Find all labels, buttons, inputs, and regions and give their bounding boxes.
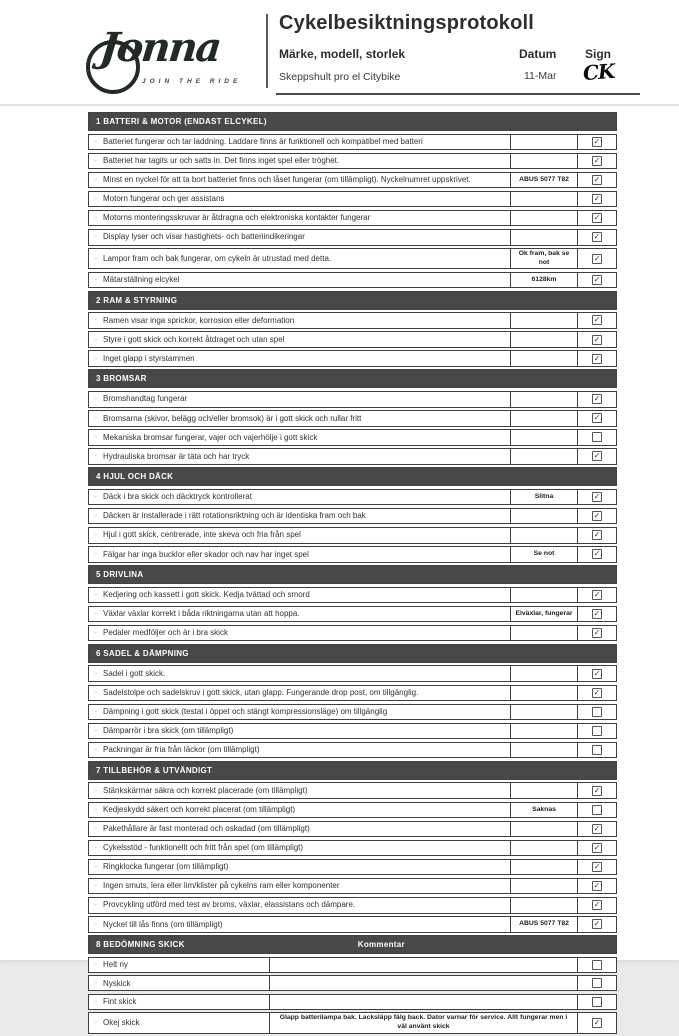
item-text: Mätarställning elcykel xyxy=(103,275,180,285)
checkbox-checked-icon[interactable]: ✓ xyxy=(593,136,601,146)
item-text: Nyckel till lås finns (om tillämpligt) xyxy=(103,919,223,929)
item-note xyxy=(510,332,577,347)
bullet-icon: · xyxy=(94,609,98,619)
checklist-row xyxy=(88,897,617,914)
bullet-icon: · xyxy=(94,589,98,599)
page-divider xyxy=(0,104,679,106)
item-note xyxy=(510,783,577,798)
checkbox-checked-icon[interactable]: ✓ xyxy=(593,668,601,678)
checklist-row xyxy=(88,508,617,525)
item-text: Lampor fram och bak fungerar, om cykeln är utrustad med detta. xyxy=(103,253,332,263)
date-value: 11-Mar xyxy=(524,70,557,82)
checklist-row xyxy=(88,229,617,246)
section-header xyxy=(88,369,617,388)
item-note xyxy=(510,528,577,543)
checkbox-cell xyxy=(577,449,616,464)
checkbox-cell xyxy=(577,588,616,603)
checklist-row xyxy=(88,742,617,759)
bullet-icon: · xyxy=(94,334,98,344)
item-note xyxy=(510,192,577,207)
checkbox-cell xyxy=(577,173,616,188)
checkbox-checked-icon[interactable]: ✓ xyxy=(593,194,601,204)
item-text: Växlar växlar korrekt i båda riktningarna utan att hoppa. xyxy=(103,609,300,619)
item-note xyxy=(510,135,577,150)
checkbox-cell xyxy=(577,879,616,894)
bullet-icon: · xyxy=(94,492,98,502)
checkbox-cell xyxy=(577,743,616,758)
checkbox-checked-icon[interactable]: ✓ xyxy=(593,1017,601,1027)
checkbox-checked-icon[interactable]: ✓ xyxy=(593,900,601,910)
header xyxy=(0,0,679,106)
checkbox-checked-icon[interactable]: ✓ xyxy=(593,823,601,833)
bullet-icon: · xyxy=(94,232,98,242)
checklist-row xyxy=(88,821,617,838)
bullet-icon: · xyxy=(94,253,98,263)
item-text: Minst en nyckel för att ta bort batteriet finns och låset fungerar (om tillämpligt). Nyckelnumret uppskrivet. xyxy=(103,175,471,185)
item-note: Se not xyxy=(510,547,577,562)
bullet-icon: · xyxy=(94,628,98,638)
assessment-label: Helt ny xyxy=(103,960,128,970)
section-title: 2 RAM & STYRNING xyxy=(96,295,178,305)
checklist-row xyxy=(88,782,617,799)
checkbox-cell xyxy=(577,860,616,875)
bullet-icon: · xyxy=(94,996,98,1006)
item-text: Pakethållare är fast monterad och oskadad (om tillämpligt) xyxy=(103,824,310,834)
bullet-icon: · xyxy=(94,842,98,852)
item-text: Batteriet har tagits ur och satts in. Det finns inget spel eller tröghet. xyxy=(103,156,340,166)
checkbox-checked-icon[interactable]: ✓ xyxy=(593,451,601,461)
item-text: Sadelstolpe och sadelskruv i gott skick, utan glapp. Fungerande drop post, om tillgänglig. xyxy=(103,688,419,698)
checklist-row xyxy=(88,625,617,642)
checkbox-cell xyxy=(577,509,616,524)
item-text: Motorn fungerar och ger assistans xyxy=(103,194,225,204)
checklist-row xyxy=(88,391,617,408)
bullet-icon: · xyxy=(94,687,98,697)
assessment-comment xyxy=(269,976,577,990)
bullet-icon: · xyxy=(94,274,98,284)
checklist-row xyxy=(88,134,617,151)
checklist-row xyxy=(88,272,617,289)
checklist-row xyxy=(88,350,617,367)
checkbox-cell xyxy=(577,976,616,990)
bullet-icon: · xyxy=(94,726,98,736)
section-header xyxy=(88,112,617,131)
checklist-row xyxy=(88,587,617,604)
checklist-row xyxy=(88,210,617,227)
checklist-row xyxy=(88,546,617,563)
checkbox-unchecked-icon[interactable] xyxy=(592,745,602,755)
checkbox-cell xyxy=(577,917,616,932)
bullet-icon: · xyxy=(94,432,98,442)
item-text: Kedjering och kassett i gott skick. Kedja tvättad och smord xyxy=(103,590,310,600)
item-text: Mekaniska bromsar fungerar, vajer och vajerhölje i gott skick xyxy=(103,432,318,442)
bullet-icon: · xyxy=(94,213,98,223)
checkbox-checked-icon[interactable]: ✓ xyxy=(593,334,601,344)
checkbox-checked-icon[interactable]: ✓ xyxy=(593,174,601,184)
checkbox-cell xyxy=(577,154,616,169)
assessment-label: Okej skick xyxy=(103,1018,140,1028)
item-note xyxy=(510,449,577,464)
checkbox-checked-icon[interactable]: ✓ xyxy=(593,549,601,559)
bullet-icon: · xyxy=(94,862,98,872)
checklist-row xyxy=(88,153,617,170)
checkbox-checked-icon[interactable]: ✓ xyxy=(593,253,601,263)
checkbox-cell xyxy=(577,958,616,972)
checkbox-checked-icon[interactable]: ✓ xyxy=(593,881,601,891)
checkbox-cell xyxy=(577,411,616,426)
item-note xyxy=(510,230,577,245)
checklist-row xyxy=(88,957,617,973)
checkbox-checked-icon[interactable]: ✓ xyxy=(593,274,601,284)
checkbox-checked-icon[interactable]: ✓ xyxy=(593,511,601,521)
checkbox-checked-icon[interactable]: ✓ xyxy=(593,155,601,165)
checklist-row xyxy=(88,191,617,208)
item-note xyxy=(510,879,577,894)
section-title: 3 BROMSAR xyxy=(96,374,147,384)
bullet-icon: · xyxy=(94,353,98,363)
checkbox-checked-icon[interactable]: ✓ xyxy=(593,394,601,404)
assessment-comment: Glapp batterilampa bak. Lacksläpp fälg back. Dator varnar för service. Allt fungerar men i väl använt skick xyxy=(269,1013,577,1033)
checkbox-unchecked-icon[interactable] xyxy=(592,707,602,717)
checkbox-checked-icon[interactable]: ✓ xyxy=(593,530,601,540)
logo-wordmark: Jonna xyxy=(97,24,223,71)
item-note xyxy=(510,626,577,641)
checklist-row xyxy=(88,878,617,895)
item-note xyxy=(510,724,577,739)
checkbox-cell xyxy=(577,547,616,562)
checklist-row xyxy=(88,489,617,506)
item-note: 6128km xyxy=(510,273,577,288)
bullet-icon: · xyxy=(94,394,98,404)
checkbox-checked-icon[interactable]: ✓ xyxy=(593,213,601,223)
item-text: Ramen visar inga sprickor, korrosion eller deformation xyxy=(103,315,295,325)
section-title: 7 TILLBEHÖR & UTVÄNDIGT xyxy=(96,765,213,775)
item-note: ABUS 5077 T82 xyxy=(510,173,577,188)
checkbox-cell xyxy=(577,841,616,856)
checkbox-cell xyxy=(577,607,616,622)
section-header xyxy=(88,644,617,663)
item-note xyxy=(510,411,577,426)
checkbox-cell xyxy=(577,724,616,739)
item-note xyxy=(510,822,577,837)
checklist-row xyxy=(88,448,617,465)
item-text: Batteriet fungerar och tar laddning. Laddare finns är funktionell och kompatibel med batteri xyxy=(103,137,423,146)
checklist-row xyxy=(88,606,617,623)
checkbox-checked-icon[interactable]: ✓ xyxy=(593,492,601,502)
checklist-row xyxy=(88,410,617,427)
item-text: Däck i bra skick och däcktryck kontrollerat xyxy=(103,492,252,502)
item-note: Elväxlar, fungerar xyxy=(510,607,577,622)
checklist-row xyxy=(88,840,617,857)
checkbox-cell xyxy=(577,351,616,366)
bullet-icon: · xyxy=(94,174,98,184)
bullet-icon: · xyxy=(94,413,98,423)
checkbox-unchecked-icon[interactable] xyxy=(592,960,602,970)
item-note xyxy=(510,211,577,226)
checkbox-cell xyxy=(577,705,616,720)
bullet-icon: · xyxy=(94,785,98,795)
checklist-row xyxy=(88,312,617,329)
item-note xyxy=(510,392,577,407)
section-header xyxy=(88,565,617,584)
item-note xyxy=(510,743,577,758)
checklist-row xyxy=(88,859,617,876)
checkbox-checked-icon[interactable]: ✓ xyxy=(593,353,601,363)
item-text: Stänkskärmar säkra och korrekt placerade (om tillämpligt) xyxy=(103,785,308,795)
item-note xyxy=(510,588,577,603)
bullet-icon: · xyxy=(94,804,98,814)
checkbox-cell xyxy=(577,995,616,1009)
checklist-row xyxy=(88,916,617,933)
bullet-icon: · xyxy=(94,823,98,833)
item-note xyxy=(510,666,577,681)
checkbox-checked-icon[interactable]: ✓ xyxy=(593,589,601,599)
checkbox-cell xyxy=(577,192,616,207)
item-text: Dämpning i gott skick (testat i öppet och stängt kompressionsläge) om tillgänglig xyxy=(103,707,388,717)
checkbox-checked-icon[interactable]: ✓ xyxy=(593,785,601,795)
bullet-icon: · xyxy=(94,530,98,540)
checklist-row xyxy=(88,527,617,544)
checkbox-cell xyxy=(577,803,616,818)
item-note: Saknas xyxy=(510,803,577,818)
checkbox-unchecked-icon[interactable] xyxy=(592,978,602,988)
bullet-icon: · xyxy=(94,155,98,165)
bullet-icon: · xyxy=(94,511,98,521)
section-title: 1 BATTERI & MOTOR (ENDAST ELCYKEL) xyxy=(96,117,267,126)
item-text: Display lyser och visar hastighets- och batteriindikeringar xyxy=(103,232,305,242)
section-title: 8 BEDÖMNING SKICK xyxy=(96,940,185,950)
jonna-logo xyxy=(86,16,266,94)
checklist-row xyxy=(88,975,617,991)
item-text: Ingen smuts, lera eller lim/klister på cykelns ram eller komponenter xyxy=(103,881,340,891)
item-text: Däcken är installerade i rätt rotationsriktning och är identiska fram och bak xyxy=(103,511,366,521)
checklist-row xyxy=(88,665,617,682)
bullet-icon: · xyxy=(94,136,98,146)
bullet-icon: · xyxy=(94,900,98,910)
checkbox-checked-icon[interactable]: ✓ xyxy=(593,609,601,619)
item-text: Hjul i gott skick, centrerade, inte skeva och fria från spel xyxy=(103,530,301,540)
checkbox-cell xyxy=(577,626,616,641)
checkbox-cell xyxy=(577,249,616,268)
bike-field-label: Märke, modell, storlek xyxy=(279,47,406,61)
assessment-label: Fint skick xyxy=(103,997,137,1007)
bullet-icon: · xyxy=(94,668,98,678)
item-text: Bromsarna (skivor, belägg och/eller bromsok) är i gott skick och rullar fritt xyxy=(103,413,362,423)
item-text: Dämparrör i bra skick (om tillämpligt) xyxy=(103,726,234,736)
checkbox-unchecked-icon[interactable] xyxy=(592,805,602,815)
item-note xyxy=(510,430,577,445)
checklist-table xyxy=(88,112,617,1036)
bullet-icon: · xyxy=(94,959,98,969)
checklist-row xyxy=(88,429,617,446)
item-text: Kedjeskydd säkert och korrekt placerat (om tillämpligt) xyxy=(103,805,296,814)
item-text: Styre i gott skick och korrekt åtdraget och utan spel xyxy=(103,334,285,344)
item-text: Motorns monteringsskruvar är åtdragna och elektroniska kontakter fungerar xyxy=(103,213,371,223)
checkbox-cell xyxy=(577,273,616,288)
bike-field-value: Skeppshult pro el Citybike xyxy=(279,71,401,83)
item-text: Packningar är fria från läckor (om tillämpligt) xyxy=(103,745,260,755)
checkbox-cell xyxy=(577,686,616,701)
checkbox-cell xyxy=(577,135,616,150)
section-header xyxy=(88,761,617,780)
checklist-row xyxy=(88,1012,617,1034)
item-text: Hydrauliska bromsar är täta och har tryck xyxy=(103,451,250,461)
checkbox-cell xyxy=(577,211,616,226)
checkbox-unchecked-icon[interactable] xyxy=(592,997,602,1007)
checkbox-cell xyxy=(577,666,616,681)
checkbox-checked-icon[interactable]: ✓ xyxy=(593,687,601,697)
bullet-icon: · xyxy=(94,315,98,325)
item-text: Ringklocka fungerar (om tillämpligt) xyxy=(103,862,229,872)
checkbox-unchecked-icon[interactable] xyxy=(592,726,602,736)
section-title: 4 HJUL OCH DÄCK xyxy=(96,472,174,482)
item-note xyxy=(510,898,577,913)
comment-column-header: Kommentar xyxy=(357,940,405,950)
checklist-row xyxy=(88,994,617,1010)
item-text: Inget glapp i styrstammen xyxy=(103,353,195,363)
item-note: ABUS 5077 T82 xyxy=(510,917,577,932)
checklist-row xyxy=(88,331,617,348)
item-note xyxy=(510,841,577,856)
checkbox-cell xyxy=(577,332,616,347)
assessment-comment xyxy=(269,995,577,1009)
section-header xyxy=(88,467,617,486)
item-note xyxy=(510,686,577,701)
item-note: Ok fram, bak se not xyxy=(510,249,577,268)
bullet-icon: · xyxy=(94,978,98,988)
sign-label: Sign xyxy=(585,47,611,61)
assessment-label: Nyskick xyxy=(103,978,131,988)
checkbox-unchecked-icon[interactable] xyxy=(592,432,602,442)
checkbox-cell xyxy=(577,392,616,407)
bullet-icon: · xyxy=(94,881,98,891)
checkbox-cell xyxy=(577,898,616,913)
date-label: Datum xyxy=(519,47,557,61)
section-title: 5 DRIVLINA xyxy=(96,570,144,580)
item-text: Bromshandtag fungerar xyxy=(103,394,188,404)
checkbox-cell xyxy=(577,490,616,505)
header-underline xyxy=(276,93,640,95)
bullet-icon: · xyxy=(94,1017,98,1027)
checkbox-checked-icon[interactable]: ✓ xyxy=(593,232,601,242)
item-text: Provcykling utförd med test av broms, växlar, elassistans och dämpare. xyxy=(103,900,356,910)
checkbox-checked-icon[interactable]: ✓ xyxy=(593,862,601,872)
checkbox-cell xyxy=(577,313,616,328)
bullet-icon: · xyxy=(94,706,98,716)
section-title: 6 SADEL & DÄMPNING xyxy=(96,648,189,658)
bullet-icon: · xyxy=(94,194,98,204)
item-note xyxy=(510,860,577,875)
checkbox-checked-icon[interactable]: ✓ xyxy=(593,315,601,325)
assessment-comment xyxy=(269,958,577,972)
item-text: Pedaler medföljer och är i bra skick xyxy=(103,628,228,638)
checkbox-cell xyxy=(577,783,616,798)
item-text: Cykelsstöd - funktionellt och fritt från spel (om tillämpligt) xyxy=(103,843,304,853)
item-note xyxy=(510,705,577,720)
signature: CK xyxy=(582,58,616,86)
logo-tagline: JOIN THE RIDE xyxy=(142,78,242,85)
item-note xyxy=(510,509,577,524)
section-header xyxy=(88,291,617,310)
checkbox-checked-icon[interactable]: ✓ xyxy=(593,628,601,638)
bullet-icon: · xyxy=(94,919,98,929)
checkbox-checked-icon[interactable]: ✓ xyxy=(593,413,601,423)
item-text: Sadel i gott skick. xyxy=(103,668,166,678)
checkbox-checked-icon[interactable]: ✓ xyxy=(593,919,601,929)
item-note xyxy=(510,313,577,328)
checklist-row xyxy=(88,685,617,702)
checklist-row xyxy=(88,723,617,740)
bullet-icon: · xyxy=(94,451,98,461)
checkbox-checked-icon[interactable]: ✓ xyxy=(593,842,601,852)
item-text: Fälgar har inga bucklor eller skador och nav har inget spel xyxy=(103,549,309,559)
checkbox-cell xyxy=(577,822,616,837)
checklist-row xyxy=(88,248,617,269)
checklist-row xyxy=(88,802,617,819)
checkbox-cell xyxy=(577,1013,616,1033)
bullet-icon: · xyxy=(94,745,98,755)
checklist-row xyxy=(88,172,617,189)
item-note: Slitna xyxy=(510,490,577,505)
section-header xyxy=(88,935,617,954)
item-note xyxy=(510,154,577,169)
checklist-row xyxy=(88,704,617,721)
checkbox-cell xyxy=(577,528,616,543)
header-vertical-divider xyxy=(266,14,268,88)
page-title: Cykelbesiktningsprotokoll xyxy=(279,12,535,34)
item-note xyxy=(510,351,577,366)
checkbox-cell xyxy=(577,230,616,245)
bullet-icon: · xyxy=(94,549,98,559)
checkbox-cell xyxy=(577,430,616,445)
